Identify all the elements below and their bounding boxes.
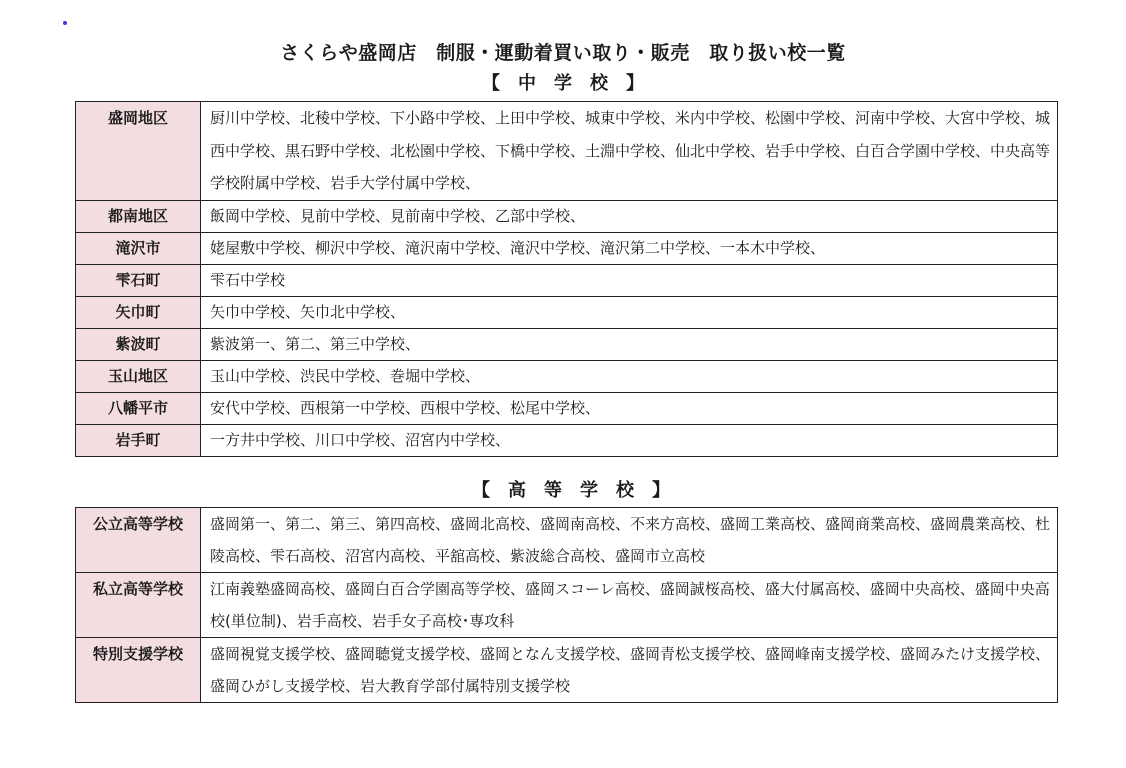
region-cell: 八幡平市: [76, 392, 201, 424]
schools-cell: 矢巾中学校、矢巾北中学校、: [201, 296, 1058, 328]
junior-high-table: [75, 101, 1058, 457]
schools-cell: 厨川中学校、北稜中学校、下小路中学校、上田中学校、城東中学校、米内中学校、松園中学校、河南中学校、大宮中学校、城西中学校、黒石野中学校、北松園中学校、下橋中学校、土淵中学校、仙北中学校、岩手中学校、白百合学園中学校、中央高等学校附属中学校、岩手大学付属中学校、: [201, 102, 1058, 201]
schools-cell: 盛岡視覚支援学校、盛岡聴覚支援学校、盛岡となん支援学校、盛岡青松支援学校、盛岡峰南支援学校、盛岡みたけ支援学校、盛岡ひがし支援学校、岩大教育学部付属特別支援学校: [201, 638, 1058, 703]
table-row: [76, 392, 1058, 424]
table-row: [76, 232, 1058, 264]
table-row: [76, 328, 1058, 360]
table-row: [76, 102, 1058, 201]
region-cell: 紫波町: [76, 328, 201, 360]
schools-cell: 雫石中学校: [201, 264, 1058, 296]
table-row: [76, 573, 1058, 638]
schools-cell: 江南義塾盛岡高校、盛岡白百合学園高等学校、盛岡スコーレ高校、盛岡誠桜高校、盛大付属高校、盛岡中央高校、盛岡中央高校(単位制)、岩手高校、岩手女子高校･専攻科: [201, 573, 1058, 638]
schools-cell: 姥屋敷中学校、柳沢中学校、滝沢南中学校、滝沢中学校、滝沢第二中学校、一本木中学校、: [201, 232, 1058, 264]
region-cell: 矢巾町: [76, 296, 201, 328]
page-title: さくらや盛岡店 制服・運動着買い取り・販売 取り扱い校一覧: [280, 42, 846, 64]
schools-cell: 一方井中学校、川口中学校、沼宮内中学校、: [201, 424, 1058, 456]
table-row: [76, 360, 1058, 392]
table-row: [76, 638, 1058, 703]
schools-cell: 飯岡中学校、見前中学校、見前南中学校、乙部中学校、: [201, 200, 1058, 232]
table-row: [76, 296, 1058, 328]
schools-cell: 玉山中学校、渋民中学校、巻堀中学校、: [201, 360, 1058, 392]
schools-cell: 盛岡第一、第二、第三、第四高校、盛岡北高校、盛岡南高校、不来方高校、盛岡工業高校、盛岡商業高校、盛岡農業高校、杜陵高校、雫石高校、沼宮内高校、平舘高校、紫波総合高校、盛岡市立高校: [201, 508, 1058, 573]
high-school-table: [75, 507, 1058, 703]
region-cell: 滝沢市: [76, 232, 201, 264]
schools-cell: 紫波第一、第二、第三中学校、: [201, 328, 1058, 360]
region-cell: 都南地区: [76, 200, 201, 232]
table-row: [76, 264, 1058, 296]
table-row: [76, 424, 1058, 456]
region-cell: 岩手町: [76, 424, 201, 456]
table-row: [76, 200, 1058, 232]
region-cell: 公立高等学校: [76, 508, 201, 573]
schools-cell: 安代中学校、西根第一中学校、西根中学校、松尾中学校、: [201, 392, 1058, 424]
bullet-dot: [63, 21, 67, 25]
region-cell: 玉山地区: [76, 360, 201, 392]
table-row: [76, 508, 1058, 573]
junior-high-heading: 【 中 学 校 】: [482, 73, 644, 94]
region-cell: 雫石町: [76, 264, 201, 296]
high-school-heading: 【 高 等 学 校 】: [472, 480, 670, 501]
region-cell: 私立高等学校: [76, 573, 201, 638]
region-cell: 特別支援学校: [76, 638, 201, 703]
region-cell: 盛岡地区: [76, 102, 201, 201]
